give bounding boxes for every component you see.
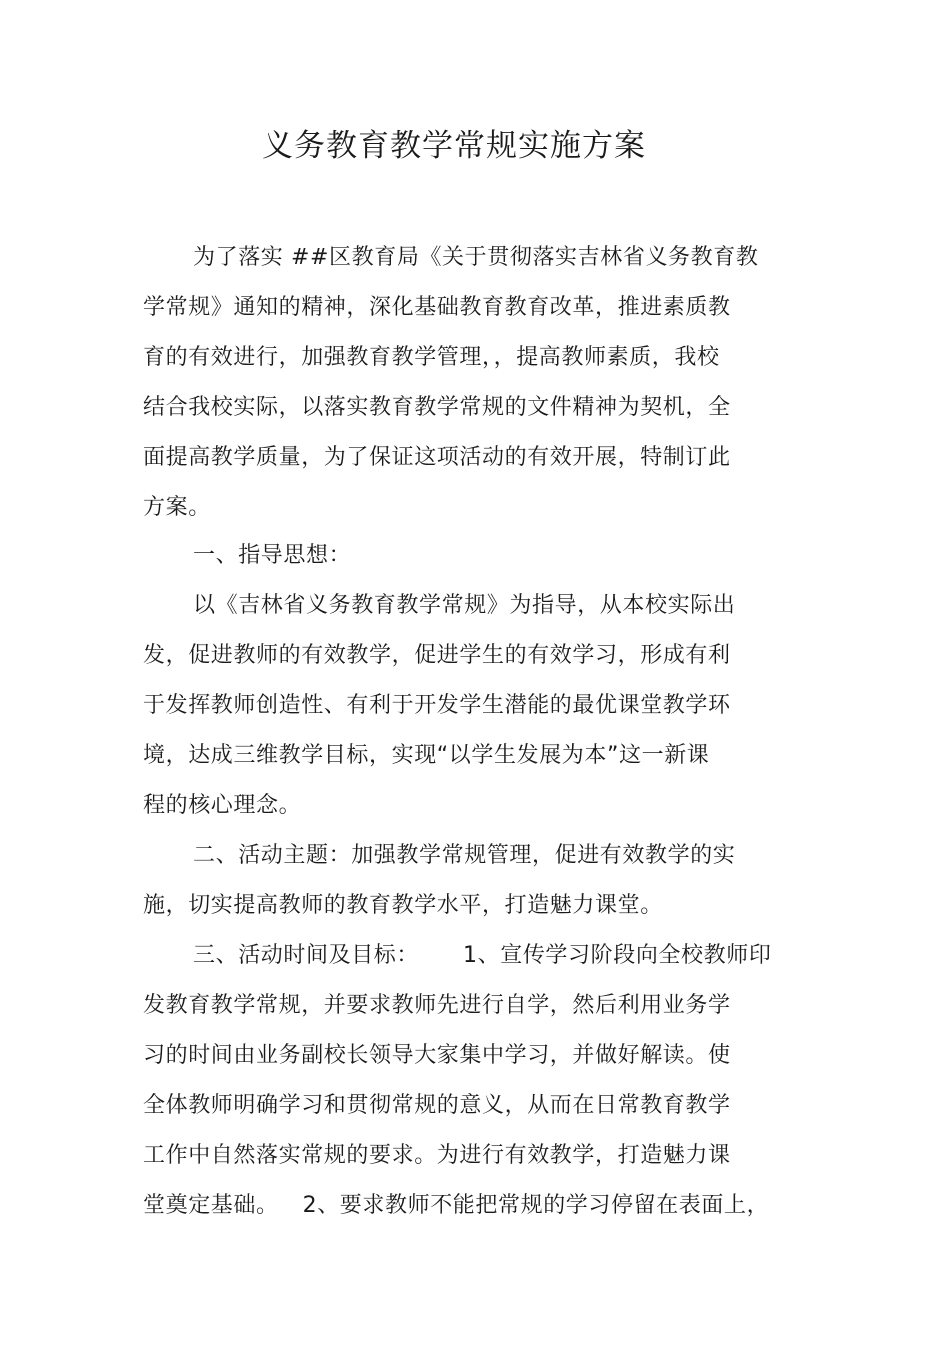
paragraph-line: 于发挥教师创造性、有利于开发学生潜能的最优课堂教学环 <box>143 693 731 718</box>
list-item-1-end: 堂奠定基础。 <box>143 1193 279 1218</box>
paragraph-line: 工作中自然落实常规的要求。为进行有效教学，打造魅力课 <box>143 1143 731 1168</box>
paragraph-line: 方案。 <box>143 495 211 520</box>
section-heading-1: 一、指导思想： <box>193 543 352 568</box>
paragraph-line: 以《吉林省义务教育教学常规》为指导，从本校实际出 <box>193 593 736 618</box>
paragraph-line: 全体教师明确学习和贯彻常规的意义，从而在日常教育教学 <box>143 1093 731 1118</box>
paragraph-line: 面提高教学质量，为了保证这项活动的有效开展，特制订此 <box>143 445 731 470</box>
paragraph-line: 发教育教学常规，并要求教师先进行自学，然后利用业务学 <box>143 993 731 1018</box>
paragraph-line: 程的核心理念。 <box>143 793 302 818</box>
section-heading-2: 二、活动主题：加强教学常规管理，促进有效教学的实 <box>193 843 736 868</box>
paragraph-line: 发，促进教师的有效教学，促进学生的有效学习，形成有利 <box>143 643 731 668</box>
document-title: 义务教育教学常规实施方案 <box>262 128 646 164</box>
section-heading-3: 三、活动时间及目标： <box>193 943 420 968</box>
list-item-2-start: 2、要求教师不能把常规的学习停留在表面上， <box>302 1193 770 1218</box>
paragraph-line: 学常规》通知的精神，深化基础教育教育改革，推进素质教 <box>143 295 731 320</box>
paragraph-line: 结合我校实际，以落实教育教学常规的文件精神为契机，全 <box>143 395 731 420</box>
list-item-1-start: 1、宣传学习阶段向全校教师印 <box>463 943 772 968</box>
paragraph-line: 育的有效进行，加强教育教学管理，，提高教师素质，我校 <box>143 345 720 370</box>
paragraph-line: 境，达成三维教学目标，实现“以学生发展为本”这一新课 <box>143 743 710 768</box>
paragraph-line: 施，切实提高教师的教育教学水平，打造魅力课堂。 <box>143 893 663 918</box>
paragraph-line: 为了落实 ##区教育局《关于贯彻落实吉林省义务教育教 <box>193 245 759 270</box>
paragraph-line-mixed <box>143 1190 769 1222</box>
paragraph-line: 习的时间由业务副校长领导大家集中学习，并做好解读。使 <box>143 1043 731 1068</box>
section-heading-3-line <box>193 940 771 972</box>
